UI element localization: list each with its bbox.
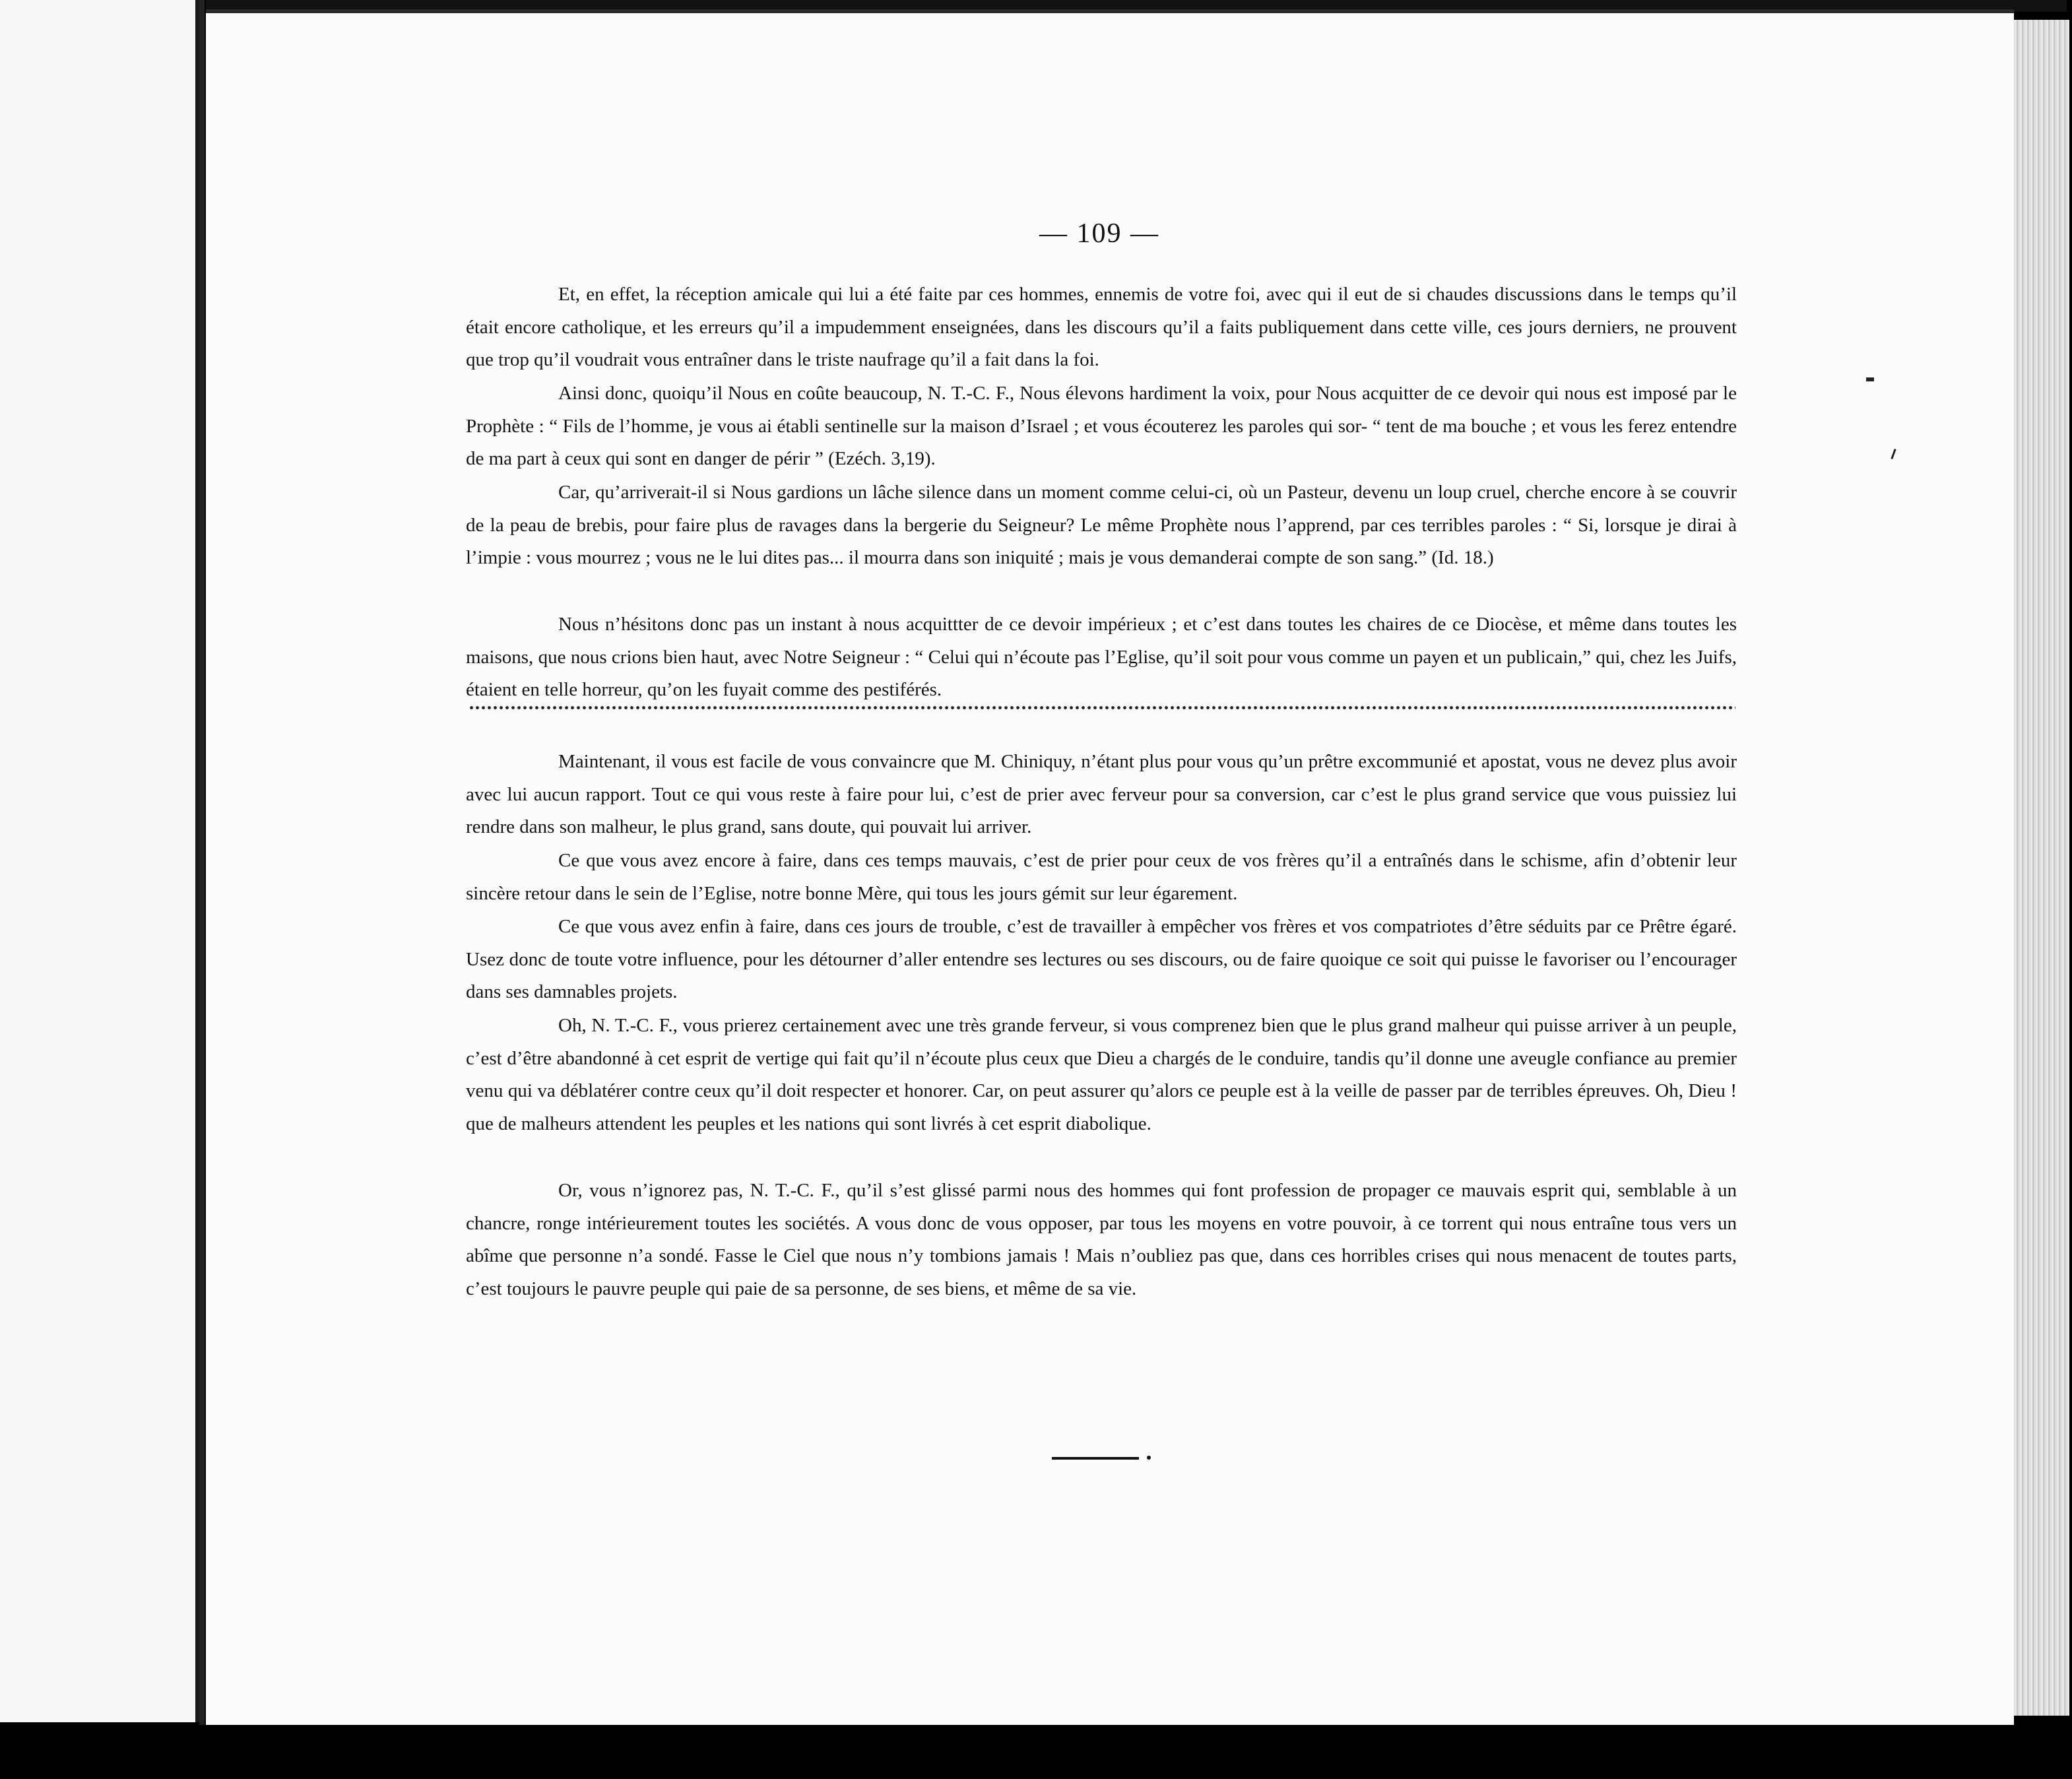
paragraph-1: Et, en effet, la réception amicale qui lui a été faite par ces hommes, ennemis de votre foi, avec qui il eut de si chaudes discussions dans le temps qu’il était encore catholique, et les erreurs qu’il a impudemment enseignées, dans les discours qu’il a faits publiquement dans cette ville, ces jours derniers, ne prouvent que trop qu’il voudrait vous entraîner dans le triste naufrage qu’il a fait dans la foi. xyxy=(466,284,1737,370)
page-edges xyxy=(2006,20,2069,1716)
book-gutter xyxy=(199,0,205,1729)
end-rule xyxy=(1052,1457,1139,1460)
dotted-separator xyxy=(469,705,1735,711)
page-number: — 109 — xyxy=(1039,218,1159,249)
end-rule-dot xyxy=(1147,1456,1151,1460)
paragraph-5: Maintenant, il vous est facile de vous convaincre que M. Chiniquy, n’étant plus pour vous qu’un prêtre excommunié et apostat, vous ne devez plus avoir avec lui aucun rapport. Tout ce qui vous reste à faire pour lui, c’est de prier avec ferveur pour sa conversion, car c’est le plus grand service que vous puissiez lui rendre dans son malheur, le plus grand, sans doute, qui pouvait lui arriver. xyxy=(466,751,1737,837)
paragraph-9: Or, vous n’ignorez pas, N. T.-C. F., qu’il s’est glissé parmi nous des hommes qui font profession de propager ce mauvais esprit qui, semblable à un chancre, ronge intérieurement toutes les sociétés. A vous donc de vous opposer, par tous les moyens en votre pouvoir, à ce torrent qui nous entraîne tous vers un abîme que personne n’a sondé. Fasse le Ciel que nous n’y tombions jamais ! Mais n’oubliez pas que, dans ces horribles crises qui nous menacent de toutes parts, c’est toujours le pauvre peuple qui paie de sa personne, de ses biens, et même de sa vie. xyxy=(466,1180,1737,1299)
paragraph-8: Oh, N. T.-C. F., vous prierez certainement avec une très grande ferveur, si vous comprenez bien que le plus grand malheur qui puisse arriver à un peuple, c’est d’être abandonné à cet esprit de vertige qui fait qu’il n’écoute plus ceux que Dieu a chargés de le conduire, tandis qu’il donne une aveugle confiance au premier venu qui va déblatérer contre ceux qu’il doit respecter et honorer. Car, on peut assurer qu’alors ce peuple est à la veille de passer par de terribles épreuves. Oh, Dieu ! que de malheurs attendent les peuples et les nations qui sont livrés à cet esprit diabolique. xyxy=(466,1015,1737,1134)
paragraph-7: Ce que vous avez enfin à faire, dans ces jours de trouble, c’est de travailler à empêcher vos frères et vos compatriotes d’être séduits par ce Prêtre égaré. Usez donc de toute votre influence, pour les détourner d’aller entendre ses lectures ou ses discours, ou de faire quoique ce soit qui puisse le favoriser ou l’encourager dans ses damnables projets. xyxy=(466,916,1737,1002)
paragraph-2: Ainsi donc, quoiqu’il Nous en coûte beaucoup, N. T.-C. F., Nous élevons hardiment la voix, pour Nous acquitter de ce devoir qui nous est imposé par le Prophète : “ Fils de l’homme, je vous ai établi sentinelle sur la maison d’Israel ; et vous écouterez les paroles qui sor- “ tent de ma bouche ; et vous les ferez entendre de ma part à ceux qui sont en danger de périr ” (Ezéch. 3,19). xyxy=(466,383,1737,469)
bottom-scan-band xyxy=(0,1725,2072,1779)
paragraph-4: Nous n’hésitons donc pas un instant à nous acquittter de ce devoir impérieux ; et c’est dans toutes les chaires de ce Diocèse, et même dans toutes les maisons, que nous crions bien haut, avec Notre Seigneur : “ Celui qui n’écoute pas l’Eglise, qu’il soit pour vous comme un payen et un publicain,” qui, chez les Juifs, étaient en telle horreur, qu’on les fuyait comme des pestiférés. xyxy=(466,614,1737,700)
paragraph-6: Ce que vous avez encore à faire, dans ces temps mauvais, c’est de prier pour ceux de vos frères qu’il a entraînés dans le schisme, afin d’obtenir leur sincère retour dans le sein de l’Eglise, notre bonne Mère, qui tous les jours gémit sur leur égarement. xyxy=(466,850,1737,904)
left-page-fragment xyxy=(0,0,199,1722)
scan-speck xyxy=(1866,377,1874,381)
paragraph-3: Car, qu’arriverait-il si Nous gardions un lâche silence dans un moment comme celui-ci, où un Pasteur, devenu un loup cruel, cherche encore à se couvrir de la peau de brebis, pour faire plus de ravages dans la bergerie du Seigneur? Le même Prophète nous l’apprend, par ces terribles paroles : “ Si, lorsque je dirai à l’impie : vous mourrez ; vous ne le lui dites pas... il mourra dans son iniquité ; mais je vous demanderai compte de son sang.” (Id. 18.) xyxy=(466,482,1737,568)
